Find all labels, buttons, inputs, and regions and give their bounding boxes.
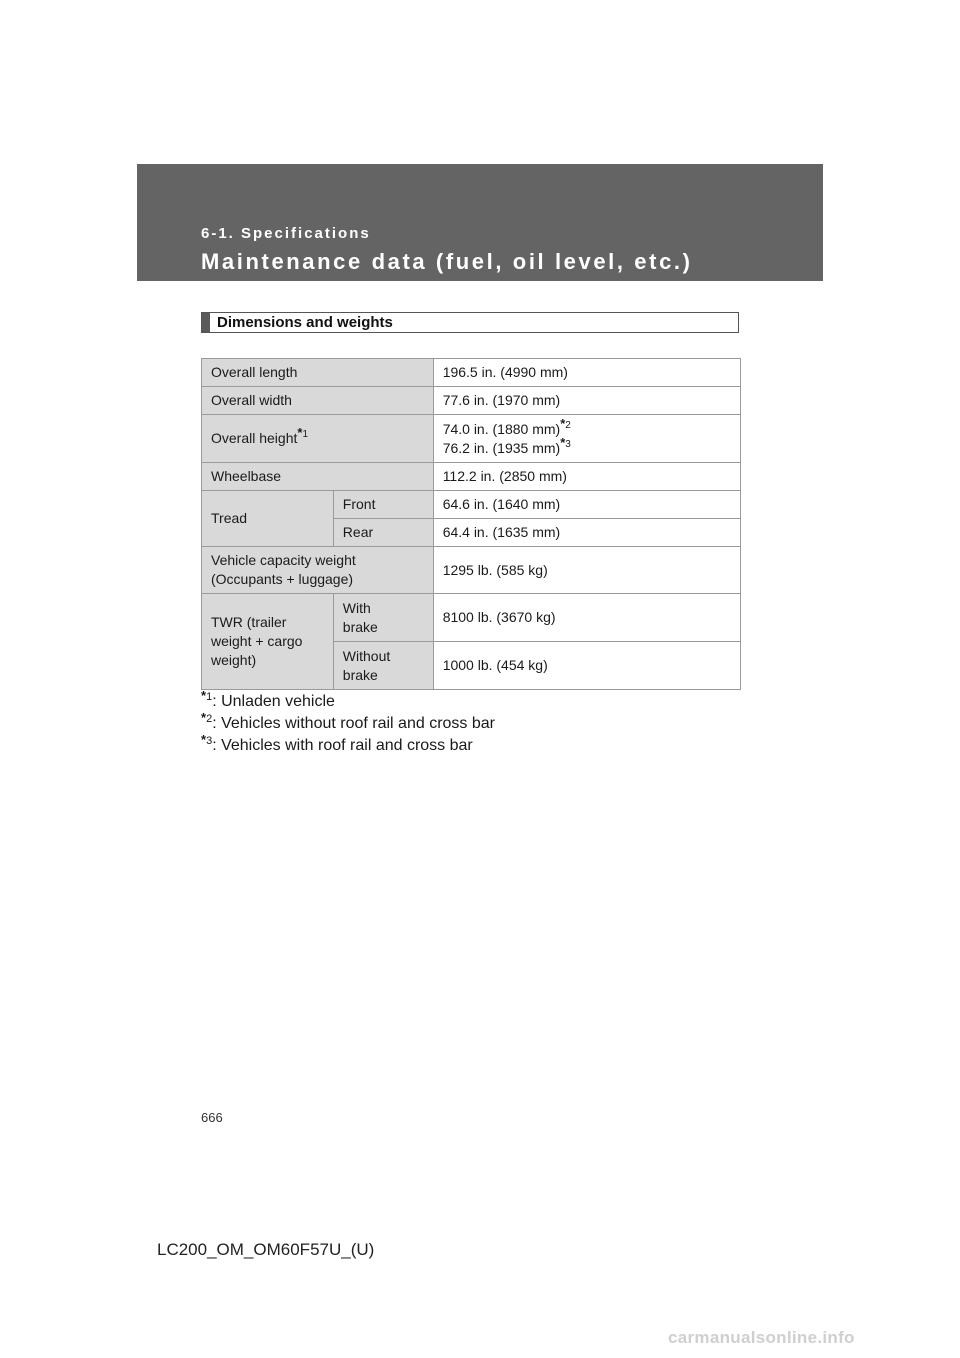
twr-without-line: Without: [342, 647, 391, 664]
dimensions-table: [201, 358, 741, 690]
twr-with-brake-label: [333, 594, 433, 642]
twr-label-line: weight + cargo: [211, 633, 303, 649]
overall-width-label: Overall width: [202, 387, 434, 415]
footnote-1: $^{*1}$: Unladen vehicle: [201, 687, 335, 710]
watermark[interactable]: carmanualsonline.info: [668, 1328, 855, 1347]
footnote-2: $^{*2}$: Vehicles without roof rail and cross bar: [201, 709, 495, 732]
overall-height-value: [433, 415, 740, 463]
table-row: [202, 359, 741, 387]
overall-width-value: 77.6 in. (1970 mm): [433, 387, 740, 415]
table-row: [202, 463, 741, 491]
tread-rear-label: Rear: [333, 519, 433, 547]
table-row: [202, 491, 741, 519]
table-row: [202, 594, 741, 642]
twr-without-brake-value: 1000 lb. (454 kg): [433, 642, 740, 690]
page-title: Maintenance data (fuel, oil level, etc.): [201, 249, 693, 274]
overall-length-value: 196.5 in. (4990 mm): [433, 359, 740, 387]
twr-without-brake-label: [333, 642, 433, 690]
table-row: [202, 387, 741, 415]
footnote-ref: *1: [297, 425, 309, 441]
twr-with-line: brake: [342, 618, 378, 635]
overall-height-label: [202, 415, 434, 463]
twr-label: [202, 594, 334, 690]
table-row: [202, 415, 741, 463]
section-label: 6-1. Specifications: [201, 225, 371, 242]
twr-label-line: TWR (trailer: [211, 614, 287, 630]
tread-label: Tread: [202, 491, 334, 547]
capacity-label: [202, 547, 434, 594]
overall-height-value-2: 76.2 in. (1935 mm)$^{*3}$: [442, 434, 571, 456]
overall-length-label: Overall length: [202, 359, 434, 387]
tread-rear-value: 64.4 in. (1635 mm): [433, 519, 740, 547]
sub-heading-text: Dimensions and weights: [217, 314, 393, 331]
page-number: 666: [201, 1110, 223, 1125]
overall-height-label-text: Overall height: [211, 430, 298, 446]
footnote-3: $^{*3}$: Vehicles with roof rail and cross bar: [201, 731, 473, 754]
capacity-value: 1295 lb. (585 kg): [433, 547, 740, 594]
footnotes: [201, 687, 495, 757]
table-row: [202, 547, 741, 594]
footer-code: LC200_OM_OM60F57U_(U): [157, 1240, 375, 1259]
twr-without-line: brake: [342, 666, 378, 683]
capacity-label-line: Vehicle capacity weight: [211, 552, 356, 568]
twr-with-brake-value: 8100 lb. (3670 kg): [433, 594, 740, 642]
sub-heading-bar: [202, 313, 210, 332]
capacity-label-line: (Occupants + luggage): [211, 571, 354, 587]
twr-label-line: weight): [211, 652, 257, 668]
overall-height-value-1: 74.0 in. (1880 mm)$^{*2}$: [442, 415, 571, 437]
twr-with-line: With: [342, 599, 371, 616]
sub-heading: [201, 312, 739, 333]
tread-front-value: 64.6 in. (1640 mm): [433, 491, 740, 519]
wheelbase-label: Wheelbase: [202, 463, 434, 491]
wheelbase-value: 112.2 in. (2850 mm): [433, 463, 740, 491]
tread-front-label: Front: [333, 491, 433, 519]
